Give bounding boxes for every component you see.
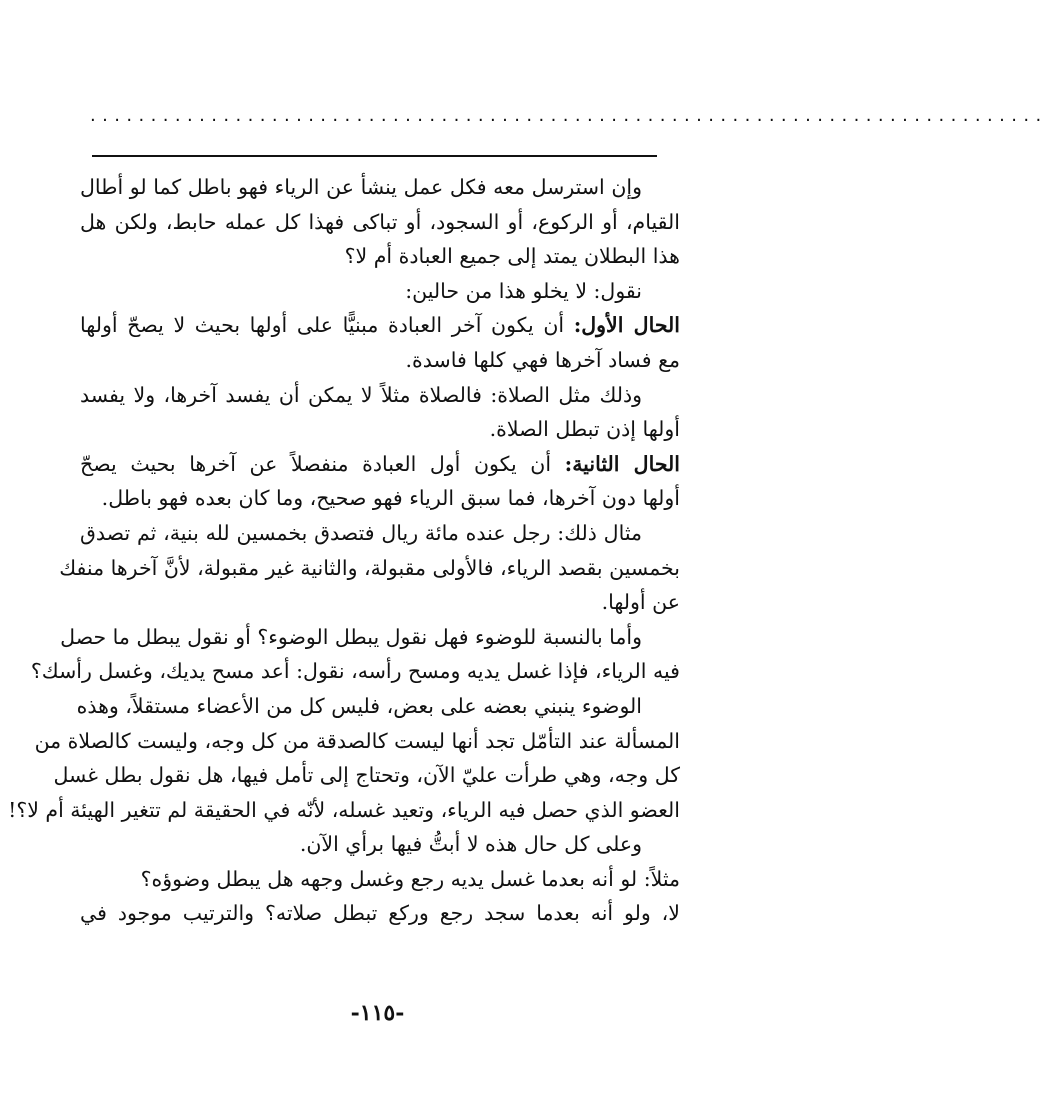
line-text: نقول: لا يخلو هذا من حالين:: [405, 278, 642, 303]
line-text: أن يكون أول العبادة منفصلاً عن آخرها بحيث يصحّ: [80, 451, 565, 476]
text-line: [30, 654, 680, 689]
header-rule: [92, 155, 657, 157]
line-text: العضو الذي حصل فيه الرياء، وتعيد غسله، لأنّه في الحقيقة لم تتغير الهيئة أم لا؟!: [8, 797, 680, 822]
text-line: [8, 793, 680, 828]
text-line: [80, 481, 680, 516]
section-heading: الحال الأول:: [573, 313, 680, 338]
text-line: [34, 724, 680, 759]
line-text: كل وجه، وهي طرأت عليّ الآن، وتحتاج إلى تأمل فيها، هل نقول بطل غسل: [53, 763, 680, 788]
text-line: [80, 274, 680, 309]
text-line: [80, 447, 680, 482]
text-line: [80, 205, 680, 240]
line-text: الوضوء ينبني بعضه على بعض، فليس كل من الأعضاء مستقلاً، وهذه: [76, 693, 642, 718]
line-text: أولها دون آخرها، فما سبق الرياء فهو صحيح، وما كان بعده فهو باطل.: [101, 486, 680, 511]
line-text: أولها إذن تبطل الصلاة.: [489, 417, 680, 442]
line-text: لا، ولو أنه بعدما سجد رجع وركع تبطل صلاته؟ والترتيب موجود في: [80, 901, 680, 926]
line-text: هذا البطلان يمتد إلى جميع العبادة أم لا؟: [344, 244, 680, 269]
line-text: عن أولها.: [601, 590, 680, 615]
line-text: وذلك مثل الصلاة: فالصلاة مثلاً لا يمكن أن يفسد آخرها، ولا يفسد: [80, 382, 642, 407]
header-dotted-line: ...............................................................................: [90, 105, 1048, 126]
line-text: وأما بالنسبة للوضوء فهل نقول يبطل الوضوء؟ أو نقول يبطل ما حصل: [60, 624, 642, 649]
text-line: [80, 585, 680, 620]
line-text: فيه الرياء، فإذا غسل يديه ومسح رأسه، نقول: أعد مسح يديك، وغسل رأسك؟: [30, 659, 680, 684]
line-text: مثلاً: لو أنه بعدما غسل يديه رجع وغسل وجهه هل يبطل وضوؤه؟: [140, 866, 680, 891]
line-text: المسألة عند التأمّل تجد أنها ليست كالصدقة من كل وجه، وليست كالصلاة من: [34, 728, 680, 753]
text-line: [80, 896, 680, 931]
text-body: [8, 170, 680, 931]
text-line: [60, 620, 680, 655]
text-line: [59, 551, 680, 586]
text-line: [80, 170, 680, 205]
text-line: [53, 758, 680, 793]
text-line: [80, 239, 680, 274]
line-text: بخمسين بقصد الرياء، فالأولى مقبولة، والثانية غير مقبولة، لأنَّ آخرها منفك: [59, 555, 680, 580]
text-line: [80, 308, 680, 343]
line-text: وإن استرسل معه فكل عمل ينشأ عن الرياء فهو باطل كما لو أطال: [80, 175, 642, 199]
text-line: [80, 412, 680, 447]
line-text: أن يكون آخر العبادة مبنيًّا على أولها بحيث لا يصحّ أولها: [80, 313, 574, 338]
line-text: القيام، أو الركوع، أو السجود، أو تباكى فهذا كل عمله حابط، ولكن هل: [80, 209, 680, 234]
text-line: [80, 378, 680, 413]
line-text: مثال ذلك: رجل عنده مائة ريال فتصدق بخمسين لله بنية، ثم تصدق: [80, 520, 642, 545]
text-line: [80, 343, 680, 378]
line-text: وعلى كل حال هذه لا أبتُّ فيها برأي الآن.: [299, 832, 642, 857]
section-heading: الحال الثانية:: [564, 451, 680, 476]
line-text: مع فساد آخرها فهي كلها فاسدة.: [405, 347, 680, 372]
text-line: [80, 862, 680, 897]
page-number: -١١٥-: [350, 1000, 405, 1026]
text-line: [80, 516, 680, 551]
text-line: [80, 827, 680, 862]
text-line: [76, 689, 680, 724]
